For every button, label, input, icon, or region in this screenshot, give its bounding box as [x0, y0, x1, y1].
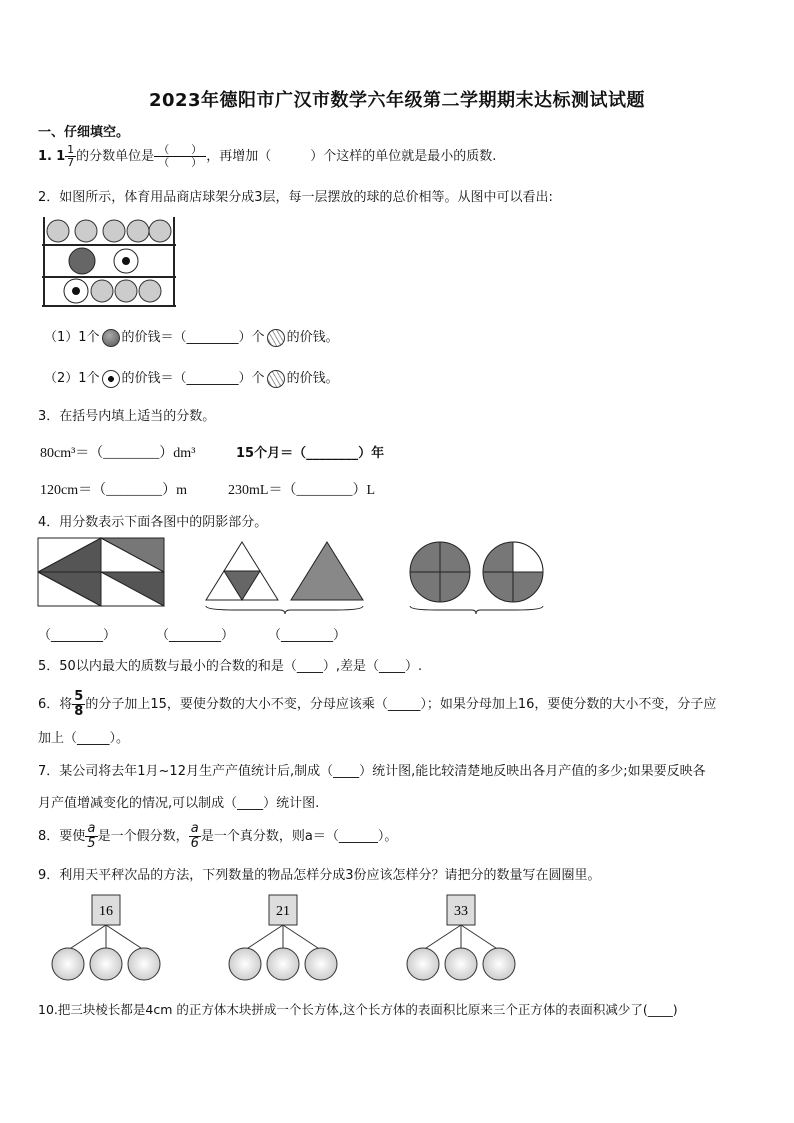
answer-circle — [305, 948, 337, 980]
fraction: $\frac{5}{8}$ — [74, 689, 84, 719]
soccer-ball-icon — [102, 370, 120, 388]
q3-item-1: 80cm³＝（________）dm³ — [40, 446, 196, 461]
q1-text-end: ，再增加（ ）个这样的单位就是最小的质数. — [206, 149, 497, 164]
answer-blank-2[interactable]: （________） — [156, 628, 235, 643]
box-number: 33 — [454, 904, 468, 919]
circle-figure-2 — [483, 542, 543, 602]
answer-blank-3[interactable]: （________） — [268, 628, 347, 643]
basketball-icon — [102, 329, 120, 347]
soccer-ball-icon — [114, 249, 138, 273]
question-6-cont: 加上（_____）。 — [38, 731, 130, 746]
fraction: $\frac{a}{6}$ — [190, 821, 199, 851]
answer-circle — [407, 948, 439, 980]
page-title: 2023年德阳市广汉市数学六年级第二学期期末达标测试试题 — [148, 90, 646, 111]
answer-circle — [90, 948, 122, 980]
volleyball-icon — [47, 220, 171, 242]
shaded-shapes-figure — [36, 536, 556, 620]
triangle-figure-2 — [291, 542, 363, 600]
volleyball-icon — [267, 329, 285, 347]
question-2-sub-2: （2）1个 的价钱＝（________）个 的价钱。 — [44, 371, 339, 386]
q3-item-4: 230mL＝（________）L — [228, 483, 375, 498]
question-10: 10.把三块棱长都是4cm 的正方体木块拼成一个长方体,这个长方体的表面积比原来三个正方体的表面积减少了(____) — [38, 1002, 678, 1017]
fraction: $\frac{a}{5}$ — [87, 821, 96, 851]
question-7: 7．某公司将去年1月~12月生产产值统计后,制成（____）统计图,能比较清楚地反映出各月产值的多少;如果要反映各 — [38, 764, 706, 779]
box-number: 16 — [99, 904, 113, 919]
q3-item-2: 15个月＝（________）年 — [236, 446, 385, 461]
fraction: $\frac{1}{7}$ — [67, 143, 75, 169]
box-number: 21 — [276, 904, 290, 919]
answer-circle — [267, 948, 299, 980]
question-7-cont: 月产值增减变化的情况,可以制成（____）统计图. — [38, 796, 320, 811]
circle-figure-1 — [410, 542, 470, 602]
answer-circle — [52, 948, 84, 980]
volleyball-icon — [91, 280, 161, 302]
basketball-icon — [69, 248, 95, 274]
question-5: 5．50以内最大的质数与最小的合数的和是（____）,差是（____）. — [38, 659, 423, 674]
split-group-16 — [52, 895, 160, 980]
answer-circle — [229, 948, 261, 980]
mixed-whole: 1 — [56, 149, 66, 164]
question-2-sub-1: （1）1个 的价钱＝（________）个 的价钱。 — [44, 330, 339, 345]
section-heading: 一、仔细填空。 — [38, 125, 130, 140]
volleyball-icon — [267, 370, 285, 388]
answer-circle — [128, 948, 160, 980]
answer-circle — [483, 948, 515, 980]
question-4: 4．用分数表示下面各图中的阴影部分。 — [38, 515, 268, 530]
rectangle-figure — [38, 538, 164, 606]
question-number: 1. — [38, 149, 52, 164]
question-1 — [38, 144, 496, 169]
ball-rack-figure — [40, 213, 180, 309]
split-group-33 — [407, 895, 515, 980]
question-9: 9．利用天平秤次品的方法，下列数量的物品怎样分成3份应该怎样分？请把分的数量写在圆圈里。 — [38, 868, 601, 883]
answer-circle — [445, 948, 477, 980]
balance-split-diagram — [46, 892, 526, 982]
q3-item-3: 120cm＝（________）m — [40, 483, 187, 498]
split-group-21 — [229, 895, 337, 980]
q1-text: 的分数单位是 — [76, 149, 155, 164]
question-8: 8．要使 $\frac{a}{5}$ 是一个假分数， $\frac{a}{6}$ 是一个真分数，则a＝（______）。 — [38, 821, 398, 851]
answer-fraction-blank[interactable]: $\frac{( )}{( )}$ — [154, 144, 206, 169]
triangle-figure-1 — [206, 542, 278, 600]
question-2: 2．如图所示，体育用品商店球架分成3层，每一层摆放的球的总价相等。从图中可以看出: — [38, 190, 553, 205]
soccer-ball-icon — [64, 279, 88, 303]
question-3: 3．在括号内填上适当的分数。 — [38, 409, 216, 424]
answer-blank-1[interactable]: （________） — [38, 628, 117, 643]
question-6: 6．将 $\frac{5}{8}$ 的分子加上15，要使分数的大小不变，分母应该乘（_____）；如果分母加上16，要使分数的大小不变，分子应 — [38, 689, 717, 719]
